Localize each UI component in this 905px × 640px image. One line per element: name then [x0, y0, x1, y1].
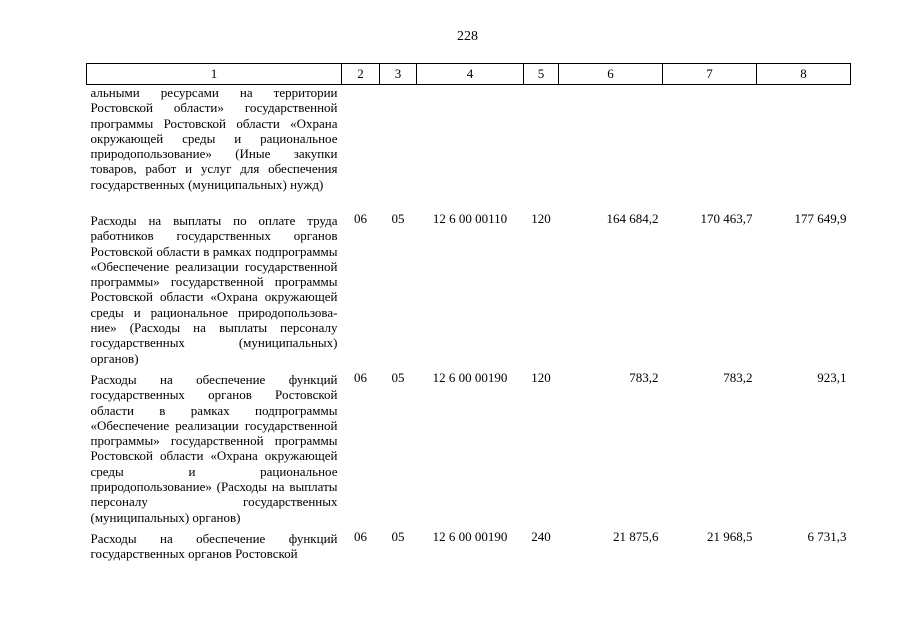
- row-expense-type: 120: [531, 369, 551, 385]
- row-amount-1: 21 875,6: [613, 528, 659, 544]
- table-row: [87, 211, 851, 370]
- row-target-code: 12 6 00 00190: [432, 528, 508, 544]
- row-section: 06: [354, 528, 367, 544]
- table-header-row: [87, 64, 851, 85]
- row-description: Расходы на выплаты по оплате труда работников государственных органов Ростовской области в рамках подпрограммы «Обеспечение реализации государственной программы» государственной программы Ростовской области «Охрана окружающей среды и рациональное природопользование» (Расходы на выплаты персоналу государственных (муниципальных) органов): [90, 213, 338, 366]
- page-number: 228: [457, 29, 478, 44]
- header-col-7: 7: [663, 64, 757, 85]
- header-col-1: 1: [87, 64, 342, 85]
- row-expense-type: 240: [531, 528, 551, 544]
- header-col-5: 5: [524, 64, 559, 85]
- row-expense-type: 120: [531, 211, 551, 226]
- row-description: альными ресурсами на территории Ростовской области» государственной программы Ростовской области «Охрана окружающей среды и рациональное природопользование» (Иные закупки товаров, работ и услуг для обеспечения государственных (муниципальных) нужд): [90, 85, 338, 192]
- row-subsection: 05: [391, 211, 405, 226]
- table-row-continuation: [87, 85, 851, 212]
- row-amount-2: 21 968,5: [707, 528, 753, 544]
- header-col-6: 6: [559, 64, 663, 85]
- header-col-8: 8: [757, 64, 851, 85]
- row-description: Расходы на обеспечение функций государственных органов Ростовской: [90, 530, 338, 562]
- row-subsection: 05: [391, 369, 405, 385]
- header-col-4: 4: [417, 64, 524, 85]
- row-section: 06: [354, 369, 367, 385]
- table-row: [87, 370, 851, 529]
- row-description: Расходы на обеспечение функций государственных органов Ростовской области в рамках подпрограммы «Обеспечение реализации государственной программы» государственной программы Ростовской области «Охрана окружающей среды и рациональное природопользование» (Расходы на выплаты персоналу государственных (муниципальных) органов): [90, 371, 338, 525]
- row-amount-1: 164 684,2: [606, 211, 659, 226]
- row-amount-2: 170 463,7: [700, 211, 753, 226]
- row-amount-1: 783,2: [629, 369, 659, 385]
- header-col-2: 2: [342, 64, 380, 85]
- row-target-code: 12 6 00 00110: [432, 211, 508, 226]
- table-row: [87, 529, 851, 566]
- row-amount-3: 177 649,9: [794, 211, 847, 226]
- row-amount-2: 783,2: [723, 369, 753, 385]
- row-section: 06: [354, 211, 367, 226]
- header-col-3: 3: [380, 64, 417, 85]
- row-subsection: 05: [391, 528, 405, 544]
- budget-table: [86, 63, 851, 566]
- row-amount-3: 6 731,3: [807, 528, 847, 544]
- row-amount-3: 923,1: [817, 369, 847, 385]
- row-target-code: 12 6 00 00190: [432, 369, 508, 385]
